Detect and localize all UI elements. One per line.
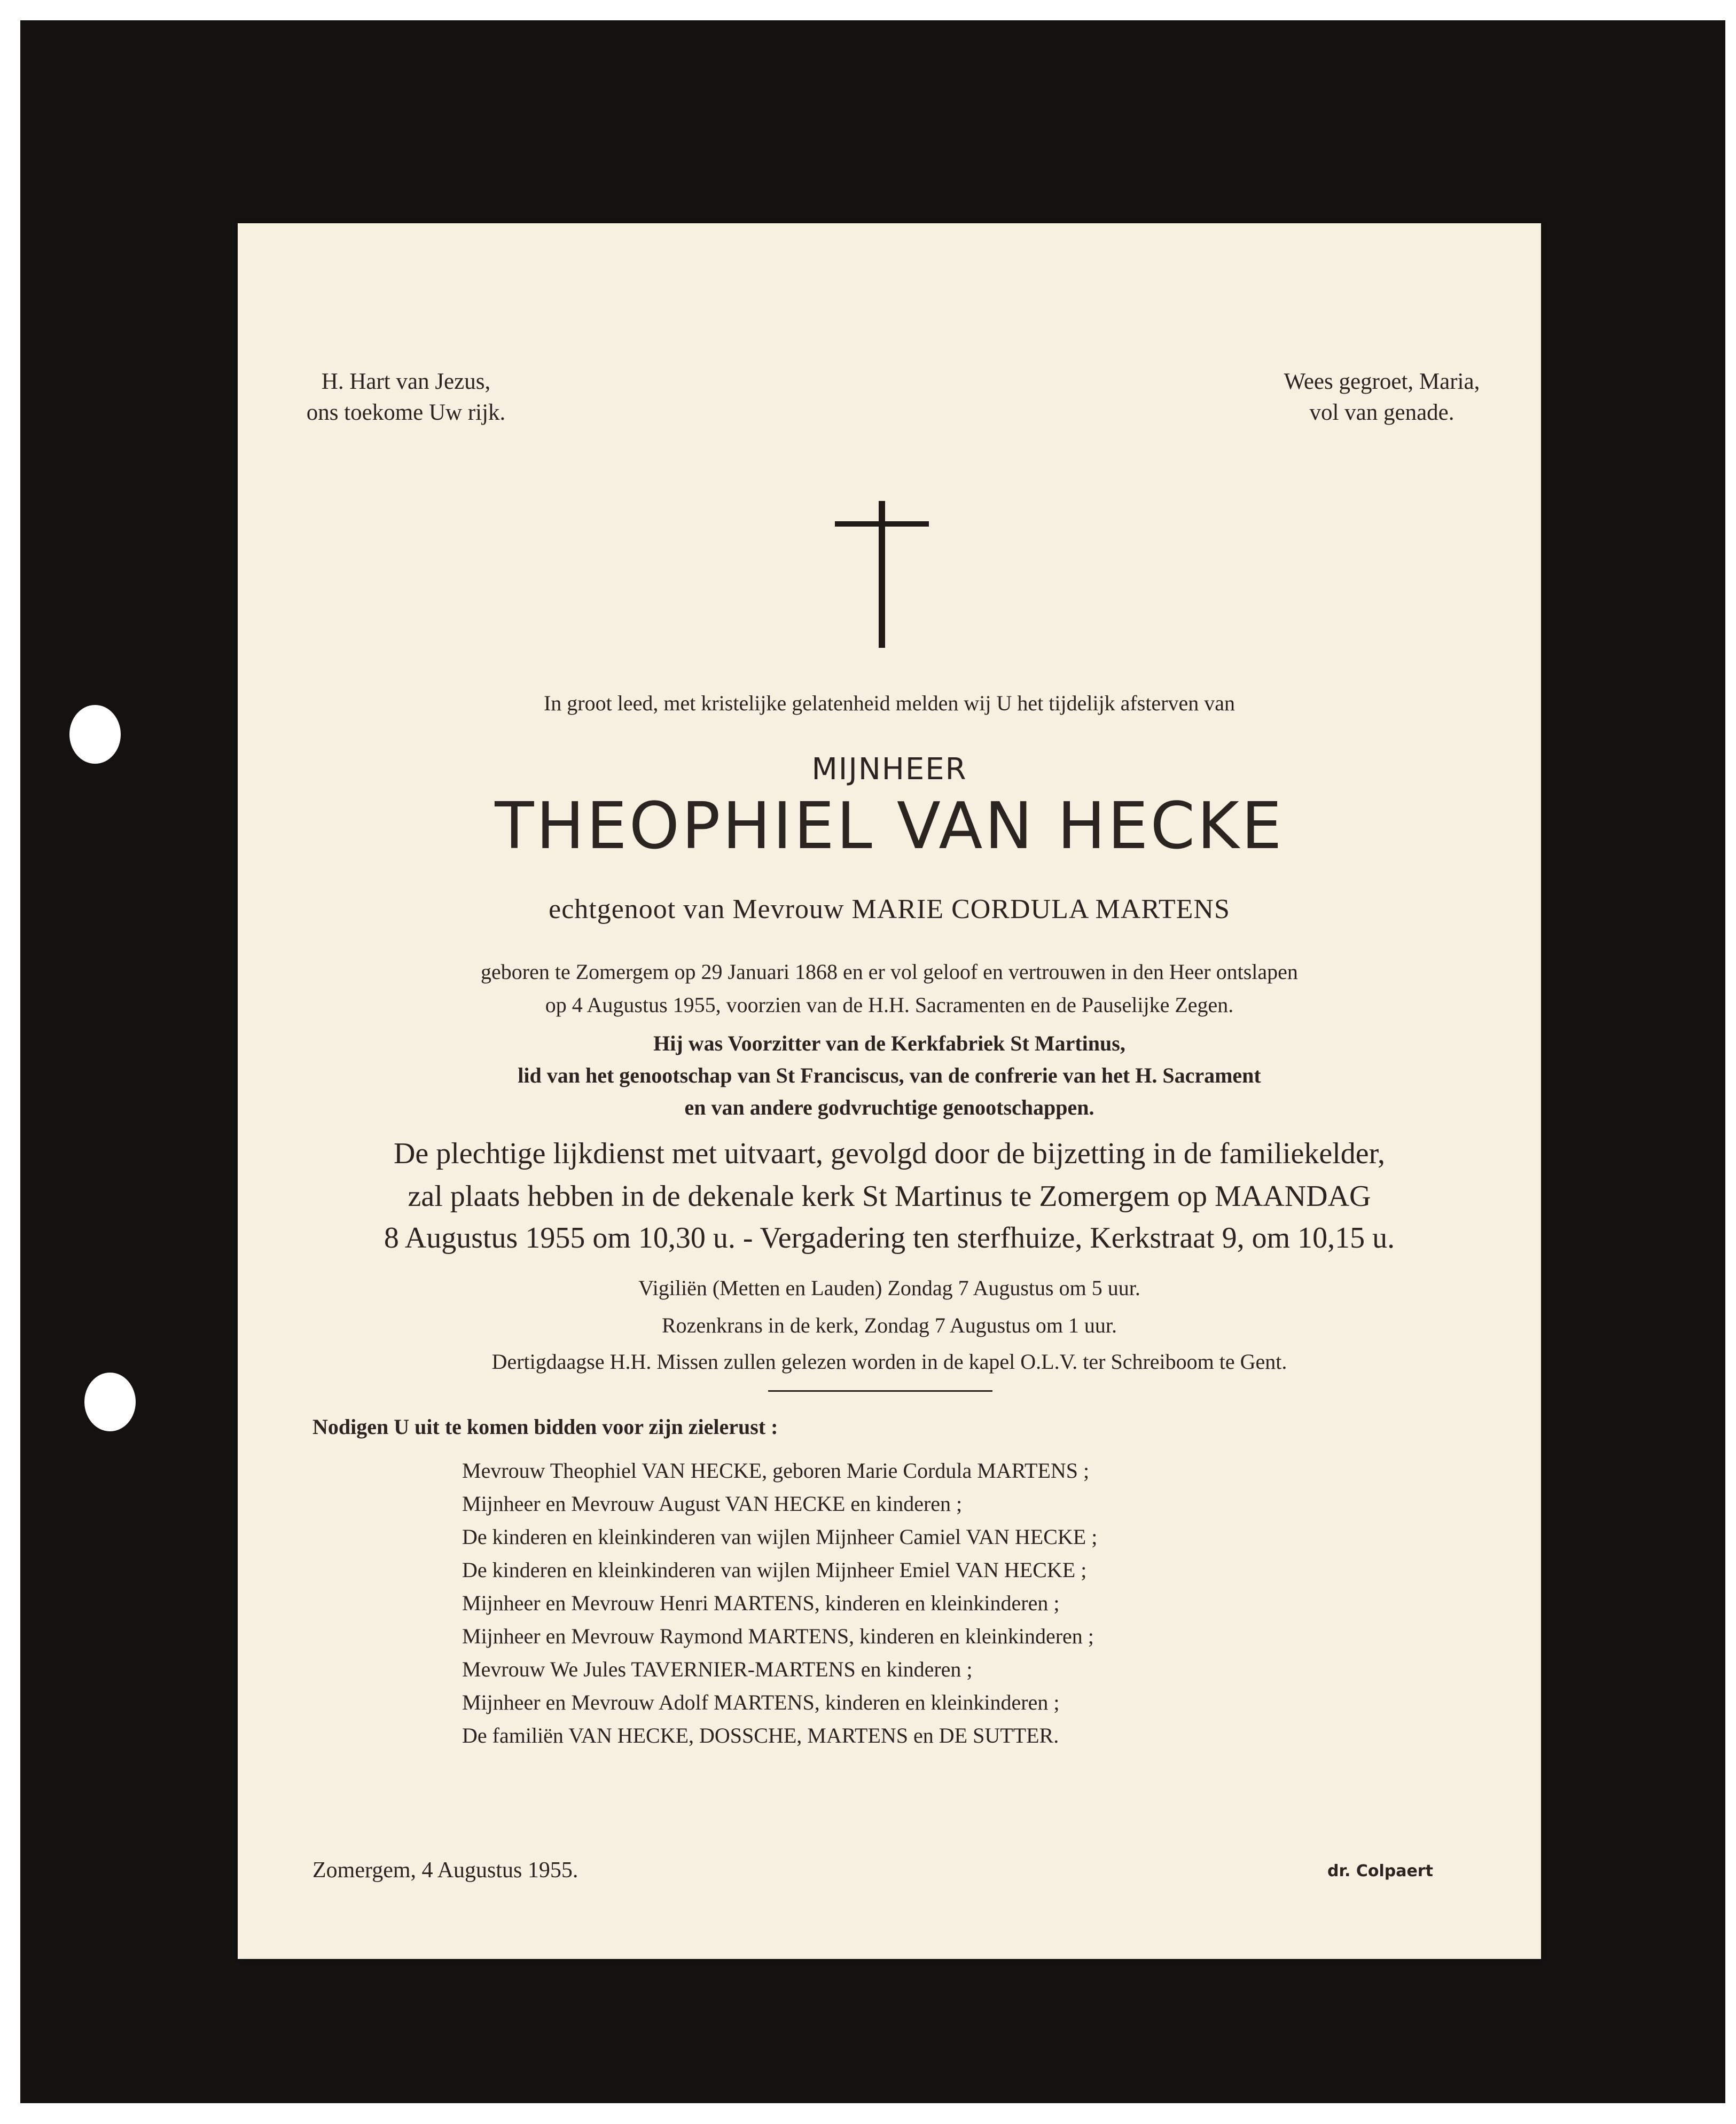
invocation-left-line2: ons toekome Uw rijk. <box>306 400 506 425</box>
divider-rule <box>768 1390 992 1392</box>
invocation-right-line1: Wees gegroet, Maria, <box>1284 369 1480 394</box>
deceased-name: THEOPHIEL VAN HECKE <box>495 789 1284 864</box>
invitation-line: Nodigen U uit te komen bidden voor zijn zielerust : <box>312 1415 778 1439</box>
mourner-line: De kinderen en kleinkinderen van wijlen Mijnheer Emiel VAN HECKE ; <box>462 1558 1087 1582</box>
mourner-line: Mevrouw Theophiel VAN HECKE, geboren Marie Cordula MARTENS ; <box>462 1459 1090 1483</box>
birth-death-line2: op 4 Augustus 1955, voorzien van de H.H. Sacramenten en de Pauselijke Zegen. <box>545 993 1234 1017</box>
mourner-line: Mijnheer en Mevrouw Raymond MARTENS, kinderen en kleinkinderen ; <box>462 1624 1094 1648</box>
roles-line3: en van andere godvruchtige genootschappen. <box>684 1095 1094 1119</box>
punch-hole-bottom <box>84 1373 136 1431</box>
invocation-left <box>256 366 556 428</box>
honorific-title: MIJNHEER <box>811 752 967 787</box>
funeral-line2: zal plaats hebben in de dekenale kerk St Martinus te Zomergem op MAANDAG <box>408 1180 1371 1213</box>
funeral-line1: De plechtige lijkdienst met uitvaart, gevolgd door de bijzetting in de familiekelder, <box>393 1137 1386 1170</box>
invocation-right-line2: vol van genade. <box>1309 400 1455 425</box>
funeral-line3: 8 Augustus 1955 om 10,30 u. - Vergadering ten sterfhuize, Kerkstraat 9, om 10,15 u. <box>384 1221 1395 1255</box>
vigil-line: Vigiliën (Metten en Lauden) Zondag 7 Augustus om 5 uur. <box>638 1276 1140 1300</box>
mourning-card <box>238 223 1541 1959</box>
mourner-line: Mijnheer en Mevrouw Adolf MARTENS, kinderen en kleinkinderen ; <box>462 1690 1060 1714</box>
intro-text: In groot leed, met kristelijke gelatenheid melden wij U het tijdelijk afsterven van <box>543 691 1235 715</box>
masses-line: Dertigdaagse H.H. Missen zullen gelezen worden in de kapel O.L.V. ter Schreiboom te Gent. <box>491 1350 1287 1374</box>
mourner-line: Mijnheer en Mevrouw August VAN HECKE en kinderen ; <box>462 1492 963 1516</box>
invocation-right <box>1232 366 1531 428</box>
mourner-line: De kinderen en kleinkinderen van wijlen Mijnheer Camiel VAN HECKE ; <box>462 1525 1098 1549</box>
mourner-line: Mijnheer en Mevrouw Henri MARTENS, kinderen en kleinkinderen ; <box>462 1591 1060 1615</box>
mourner-line: Mevrouw We Jules TAVERNIER-MARTENS en kinderen ; <box>462 1657 973 1681</box>
invocation-left-line1: H. Hart van Jezus, <box>321 369 491 394</box>
roles-line2: lid van het genootschap van St Franciscus, van de confrerie van het H. Sacrament <box>518 1063 1261 1087</box>
place-date: Zomergem, 4 Augustus 1955. <box>312 1858 578 1883</box>
rosary-line: Rozenkrans in de kerk, Zondag 7 Augustus om 1 uur. <box>661 1313 1117 1337</box>
birth-death-line1: geboren te Zomergem op 29 Januari 1868 en er vol geloof en vertrouwen in den Heer ontslapen <box>481 960 1298 984</box>
spouse-line: echtgenoot van Mevrouw MARIE CORDULA MARTENS <box>549 894 1230 924</box>
roles-line1: Hij was Voorzitter van de Kerkfabriek St Martinus, <box>653 1031 1125 1055</box>
mourner-line: De familiën VAN HECKE, DOSSCHE, MARTENS en DE SUTTER. <box>462 1723 1059 1747</box>
printer-credit: dr. Colpaert <box>1327 1862 1433 1880</box>
punch-hole-top <box>69 705 121 764</box>
